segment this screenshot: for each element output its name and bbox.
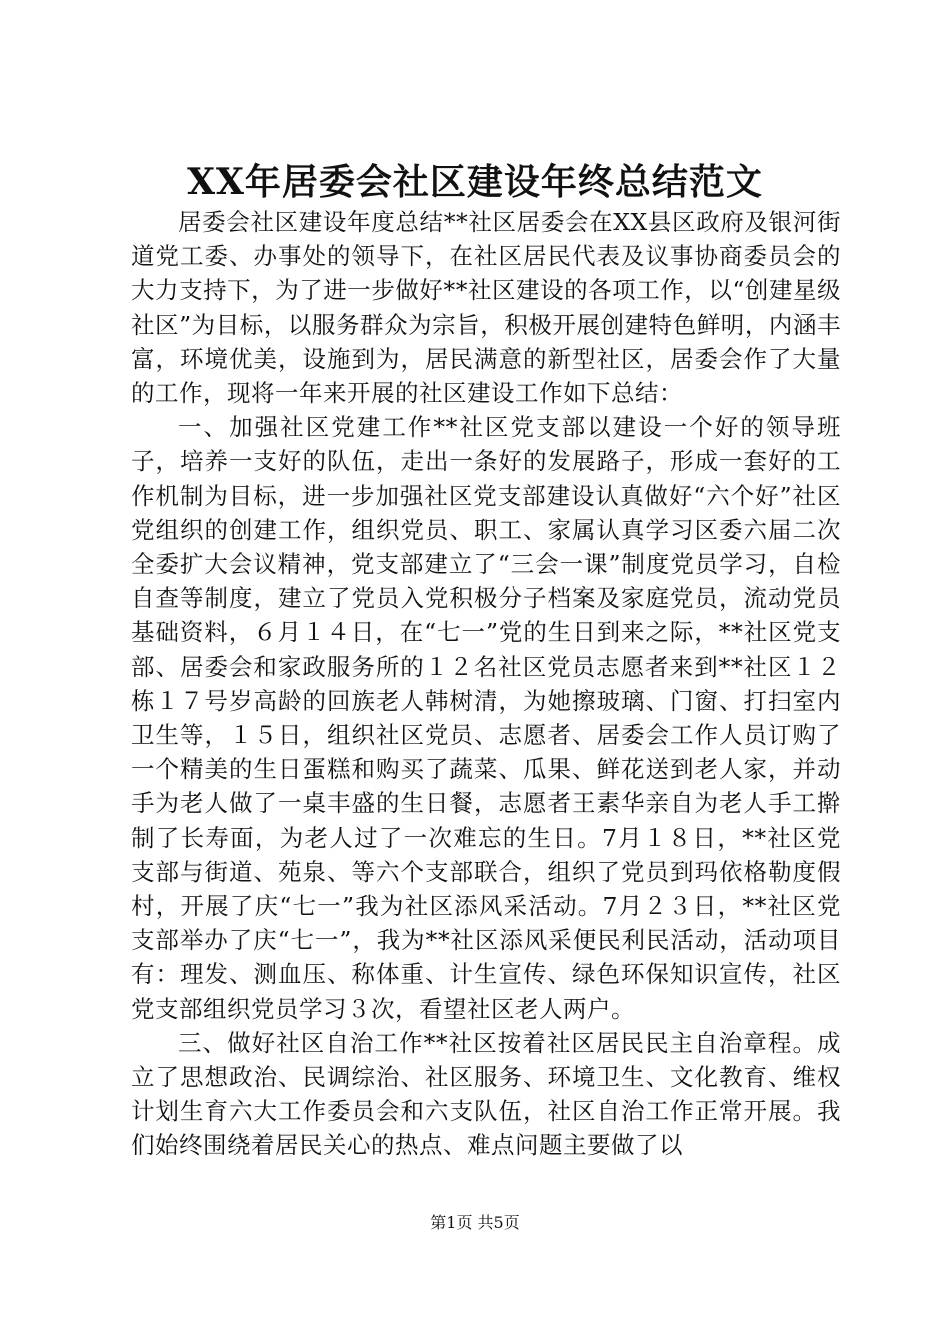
- document-title: XX年居委会社区建设年终总结范文: [187, 161, 763, 203]
- paragraph-intro: 居委会社区建设年度总结**社区居委会在XX县区政府及银河街道党工委、办事处的领导下，在社区居民代表及议事协商委员会的大力支持下，为了进一步做好**社区建设的各项工作，以“创建星级社区”为目标，以服务群众为宗旨，积极开展创建特色鲜明，内涵丰富，环境优美，设施到为，居民满意的新型社区，居委会作了大量的工作，现将一年来开展的社区建设工作如下总结：: [131, 208, 841, 408]
- paragraph-self-governance: 三、做好社区自治工作**社区按着社区居民民主自治章程。成立了思想政治、民调综治、社区服务、环境卫生、文化教育、维权计划生育六大工作委员会和六支队伍，社区自治工作正常开展。我们始终围绕着居民关心的热点、难点问题主要做了以: [131, 1028, 841, 1160]
- document-body: [131, 205, 841, 1163]
- paragraph-party-building: 一、加强社区党建工作**社区党支部以建设一个好的领导班子，培养一支好的队伍，走出一条好的发展路子，形成一套好的工作机制为目标，进一步加强社区党支部建设认真做好“六个好”社区党组织的创建工作，组织党员、职工、家属认真学习区委六届二次全委扩大会议精神，党支部建立了“三会一课”制度党员学习，自检自查等制度，建立了党员入党积极分子档案及家庭党员，流动党员基础资料，６月１４日，在“七一”党的生日到来之际，**社区党支部、居委会和家政服务所的１２名社区党员志愿者来到**社区１２栋１７号岁高龄的回族老人韩树清，为她擦玻璃、门窗、打扫室内卫生等，１５日，组织社区党员、志愿者、居委会工作人员订购了一个精美的生日蛋糕和购买了蔬菜、瓜果、鲜花送到老人家，并动手为老人做了一桌丰盛的生日餐，志愿者王素华亲自为老人手工擀制了长寿面，为老人过了一次难忘的生日。7月１８日，**社区党支部与街道、苑泉、等六个支部联合，组织了党员到玛依格勒度假村，开展了庆“七一”我为社区添风采活动。7月２３日，**社区党支部举办了庆“七一”，我为**社区添风采便民利民活动，活动项目有：理发、测血压、称体重、计生宣传、绿色环保知识宣传，社区党支部组织党员学习３次，看望社区老人两户。: [131, 413, 841, 1023]
- page-number-footer: 第1页 共5页: [430, 1213, 520, 1232]
